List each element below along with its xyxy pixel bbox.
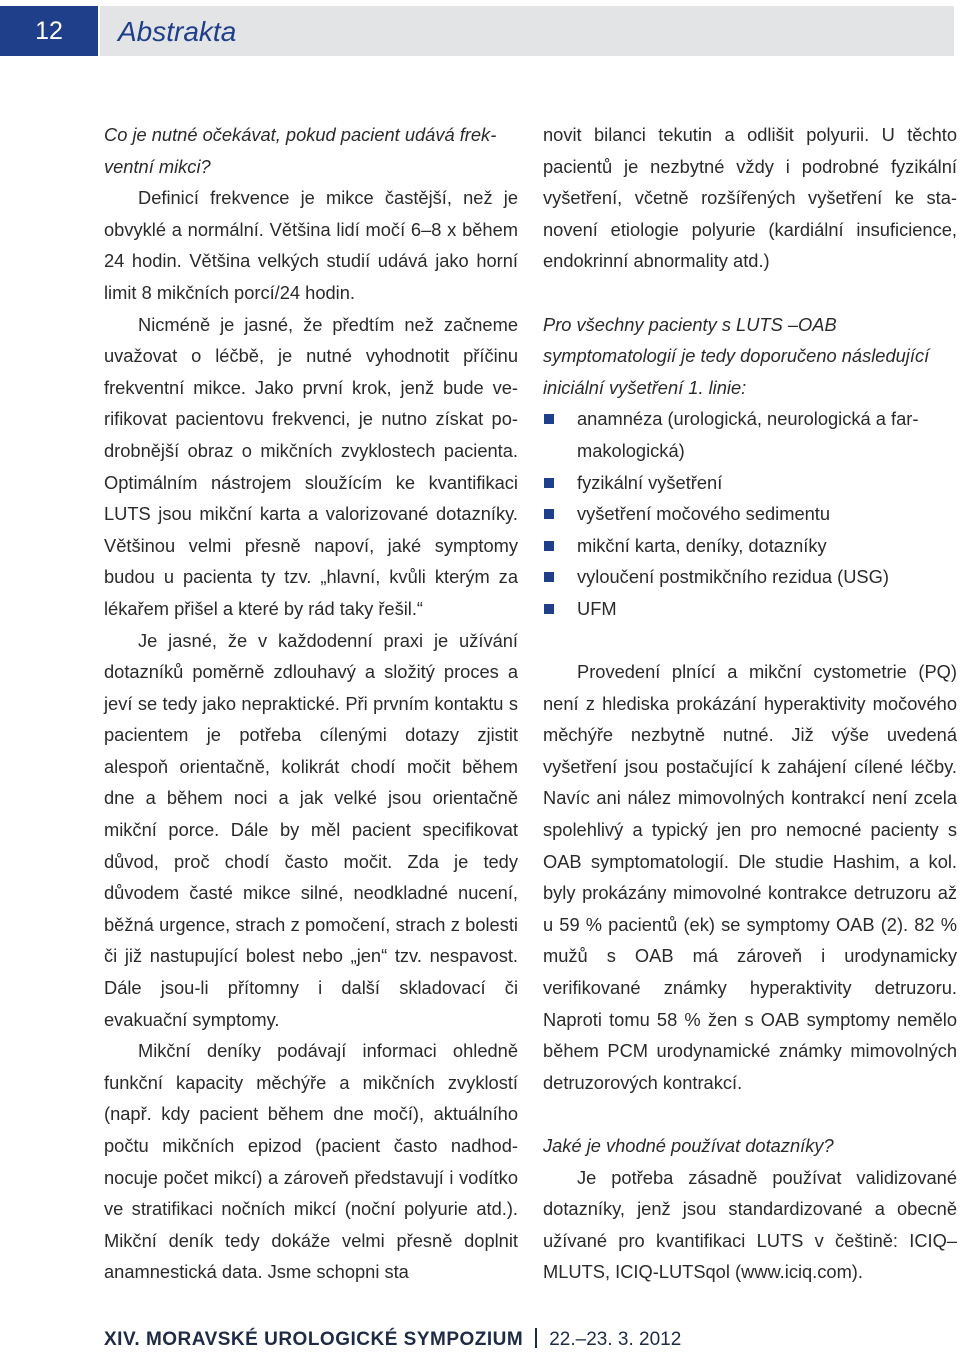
paragraph-definition: Definicí frekvence je mikce častější, než je obvyklé a normální. Většina lidí močí 6–8 x během 24 hodin. Většina velkých studií udává jako horní limit 8 mikčních porcí/24 hodin.	[104, 187, 518, 303]
list-item-text: anamnéza (urologická, neurologická a farmakologická)	[577, 408, 919, 461]
paragraph-continuation: novit bilanci tekutin a odlišit polyurii. U těchto pacientů je nezbytné vždy i podrobné fyzikální vyšetření, včetně rozšířených vyšetření ke stanovení etiologie polyurie (kardiální insuficience, endokrinní abnormality atd.)	[543, 124, 957, 272]
spacer	[543, 625, 957, 657]
paragraph-evaluation: Nicméně je jasné, že předtím než začneme uvažovat o léčbě, je nutné vyhodnotit příčinu frekventní mikce. Jako první krok, jenž bude verifikovat pacientovu frekvenci, je nutno získat podrobnější obraz o mikčních zvyklostech pacienta. Optimálním nástrojem sloužícím ke kvantifikaci LUTS jsou mikční karta a valorizované dotazníky. Většinou velmi přesně napoví, jaké symptomy budou u pacienta ty tzv. „hlavní, kvůli kterým za lékařem přišel a které by rád taky řešil.“	[104, 313, 518, 619]
list-item-text: vyloučení postmikčního rezidua (USG)	[577, 566, 889, 588]
square-bullet-icon	[544, 414, 554, 424]
recommendation-heading: Pro všechny pacienty s LUTS –OAB symptomatologií je tedy doporučeno následující iniciální vyšetření 1. linie:	[543, 313, 930, 398]
page-footer	[104, 1326, 681, 1354]
symposium-name: XIV. MORAVSKÉ UROLOGICKÉ SYMPOZIUM	[104, 1329, 524, 1350]
spacer	[543, 1098, 957, 1130]
list-item-text: fyzikální vyšetření	[577, 471, 723, 493]
paragraph-voiding-diary: Mikční deníky podávají informaci ohledně funkční kapacity měchýře a mikčních zvyklostí (např. kdy pacient během dne močí), aktuálního počtu mikčních epizod (pacient často nadhodnocuje počet mikcí) a zároveň představují i vodítko ve stratifikaci nočních mikcí (noční polyurie atd.). Mikční deník tedy dokáže velmi přesně doplnit anamnestická data. Jsme schopni sta	[104, 1040, 518, 1283]
square-bullet-icon	[544, 604, 554, 614]
question-heading-questionnaires: Jaké je vhodné používat dotazníky?	[543, 1135, 834, 1156]
list-item-text: UFM	[577, 597, 617, 619]
right-column	[543, 119, 957, 1288]
square-bullet-icon	[544, 509, 554, 519]
symposium-dates: 22.–23. 3. 2012	[549, 1329, 682, 1350]
square-bullet-icon	[544, 541, 554, 551]
list-item-text: mikční karta, deníky, dotazníky	[577, 534, 827, 556]
page-number: 12	[0, 6, 98, 56]
question-heading-frequency: Co je nutné očekávat, pokud pacient udává frekventní mikci?	[104, 124, 497, 177]
square-bullet-icon	[544, 478, 554, 488]
section-title: Abstrakta	[118, 16, 237, 47]
list-item	[543, 498, 957, 530]
list-item	[543, 467, 957, 499]
list-item	[543, 561, 957, 593]
paragraph-practice: Je jasné, že v každodenní praxi je užívání dotazníků poměrně zdlouhavý a složitý proces a jeví se tedy jako nepraktické. Při prvním kontaktu s pacientem je potřeba cílenými dotazy zjistit alespoň orientačně, kolikrát chodí močit během dne a během noci a jak velké jsou orientačně mikční porce. Dále by měl pacient specifikovat důvod, proč chodí často močit. Zda je tedy důvodem časté mikce silné, neodkladné nucení, běžná urgence, strach z pomočení, strach z bolesti či již nastupující bolest nebo „jen“ tzv. nespavost. Dále jsou-li přítomny i další skladovací či evakuační symptomy.	[104, 629, 518, 1030]
list-item	[543, 593, 957, 625]
paragraph-cystometry: Provedení plnící a mikční cystometrie (PQ) není z hlediska prokázání hyperaktivity močového měchýře nezbytně nutné. Již výše uvedená vyšetření jsou postačující k zahájení cílené léčby. Navíc ani nález mimovolných kontrakcí není zcela spolehlivý a typický jen pro nemocné pacienty s OAB symptomatologií. Dle studie Hashim, a kol. byly prokázány mimovolné kontrakce detruzoru až u 59 % pacientů (ek) se symptomy OAB (2). 82 % mužů s OAB má zároveň i urodynamicky verifikované známky hyperaktivity detruzoru. Naproti tomu 58 % žen s OAB symptomy nemělo během PCM urodynamické známky mimovolných detruzorových kontrakcí.	[543, 661, 957, 1093]
footer-separator	[535, 1328, 537, 1348]
square-bullet-icon	[544, 572, 554, 582]
list-item-text: vyšetření močového sedimentu	[577, 503, 831, 525]
spacer	[543, 277, 957, 309]
examination-list	[543, 403, 957, 624]
page-header	[0, 6, 954, 56]
section-bar	[100, 6, 954, 56]
left-column	[104, 119, 518, 1288]
list-item	[543, 530, 957, 562]
list-item	[543, 403, 957, 466]
paragraph-questionnaires: Je potřeba zásadně používat validizované dotazníky, jenž jsou standardizované a obecně užívané pro kvantifikaci LUTS v češtině: ICIQ–MLUTS, ICIQ-LUTSqol (www.iciq.com).	[543, 1166, 957, 1283]
